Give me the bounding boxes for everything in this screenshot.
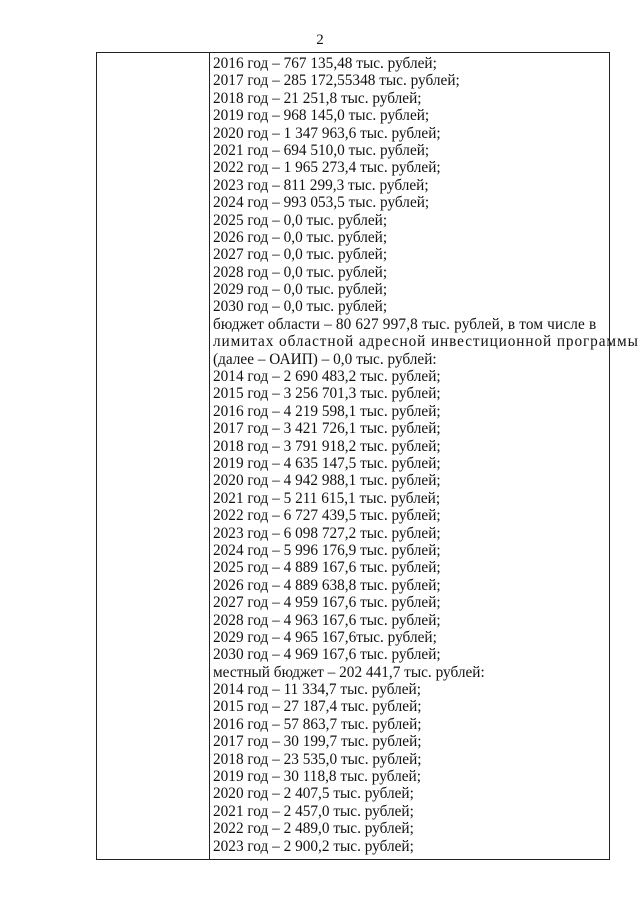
year-line: 2025 год – 4 889 167,6 тыс. рублей; <box>213 559 441 577</box>
year-line: 2016 год – 4 219 598,1 тыс. рублей; <box>213 402 441 420</box>
column-divider <box>209 53 210 859</box>
year-line: 2015 год – 3 256 701,3 тыс. рублей; <box>213 385 441 403</box>
oblast-budget-text-3: (далее – ОАИП) – 0,0 тыс. рублей: <box>213 350 437 368</box>
year-line: 2016 год – 767 135,48 тыс. рублей; <box>213 55 437 72</box>
year-line: 2023 год – 2 900,2 тыс. рублей; <box>213 837 414 855</box>
year-line: 2017 год – 3 421 726,1 тыс. рублей; <box>213 420 441 438</box>
year-line: 2030 год – 0,0 тыс. рублей; <box>213 298 388 316</box>
year-line: 2020 год – 1 347 963,6 тыс. рублей; <box>213 124 441 142</box>
year-line: 2019 год – 4 635 147,5 тыс. рублей; <box>213 454 441 472</box>
year-line: 2026 год – 0,0 тыс. рублей; <box>213 228 388 246</box>
year-line: 2027 год – 4 959 167,6 тыс. рублей; <box>213 594 441 612</box>
year-line: 2023 год – 811 299,3 тыс. рублей; <box>213 176 429 194</box>
local-budget-header: местный бюджет – 202 441,7 тыс. рублей: <box>213 663 485 681</box>
year-line: 2014 год – 11 334,7 тыс. рублей; <box>213 681 421 699</box>
year-line: 2018 год – 21 251,8 тыс. рублей; <box>213 89 422 107</box>
year-line: 2027 год – 0,0 тыс. рублей; <box>213 246 388 264</box>
year-line: 2028 год – 0,0 тыс. рублей; <box>213 263 388 281</box>
year-line: 2022 год – 6 727 439,5 тыс. рублей; <box>213 507 441 525</box>
year-line: 2026 год – 4 889 638,8 тыс. рублей; <box>213 576 441 594</box>
year-line: 2016 год – 57 863,7 тыс. рублей; <box>213 715 422 733</box>
year-line: 2017 год – 30 199,7 тыс. рублей; <box>213 733 422 751</box>
year-line: 2017 год – 285 172,55348 тыс. рублей; <box>213 72 460 90</box>
year-line: 2024 год – 993 053,5 тыс. рублей; <box>213 194 430 212</box>
year-line: 2018 год – 3 791 918,2 тыс. рублей; <box>213 437 441 455</box>
oblast-years-list <box>213 368 603 664</box>
year-line: 2019 год – 968 145,0 тыс. рублей; <box>213 107 430 125</box>
year-line: 2029 год – 4 965 167,6тыс. рублей; <box>213 628 437 646</box>
federal-years-list <box>213 55 603 316</box>
oblast-budget-text-1: бюджет области – 80 627 997,8 тыс. рублей, в том числе в <box>213 315 597 333</box>
year-line: 2028 год – 4 963 167,6 тыс. рублей; <box>213 611 441 629</box>
year-line: 2029 год – 0,0 тыс. рублей; <box>213 281 388 299</box>
funding-cell <box>213 55 639 855</box>
year-line: 2014 год – 2 690 483,2 тыс. рублей; <box>213 368 441 386</box>
year-line: 2019 год – 30 118,8 тыс. рублей; <box>213 768 421 786</box>
year-line: 2018 год – 23 535,0 тыс. рублей; <box>213 750 422 768</box>
year-line: 2022 год – 1 965 273,4 тыс. рублей; <box>213 159 441 177</box>
oblast-budget-text-2: лимитах областной адресной инвестиционной программы <box>213 333 639 351</box>
funding-table <box>96 52 639 860</box>
year-line: 2015 год – 27 187,4 тыс. рублей; <box>213 698 422 716</box>
local-years-list <box>213 681 603 855</box>
year-line: 2025 год – 0,0 тыс. рублей; <box>213 211 388 229</box>
year-line: 2023 год – 6 098 727,2 тыс. рублей; <box>213 524 441 542</box>
year-line: 2021 год – 2 457,0 тыс. рублей; <box>213 802 414 820</box>
year-line: 2020 год – 4 942 988,1 тыс. рублей; <box>213 472 441 490</box>
oblast-budget-line-1 <box>213 316 603 333</box>
oblast-budget-line-3 <box>213 351 603 368</box>
oblast-budget-line-2 <box>213 333 639 351</box>
year-line: 2024 год – 5 996 176,9 тыс. рублей; <box>213 541 441 559</box>
year-line: 2030 год – 4 969 167,6 тыс. рублей; <box>213 646 441 664</box>
year-line: 2021 год – 5 211 615,1 тыс. рублей; <box>213 489 441 507</box>
page-number: 2 <box>316 32 324 48</box>
year-line: 2020 год – 2 407,5 тыс. рублей; <box>213 785 414 803</box>
year-line: 2022 год – 2 489,0 тыс. рублей; <box>213 820 414 838</box>
year-line: 2021 год – 694 510,0 тыс. рублей; <box>213 141 430 159</box>
